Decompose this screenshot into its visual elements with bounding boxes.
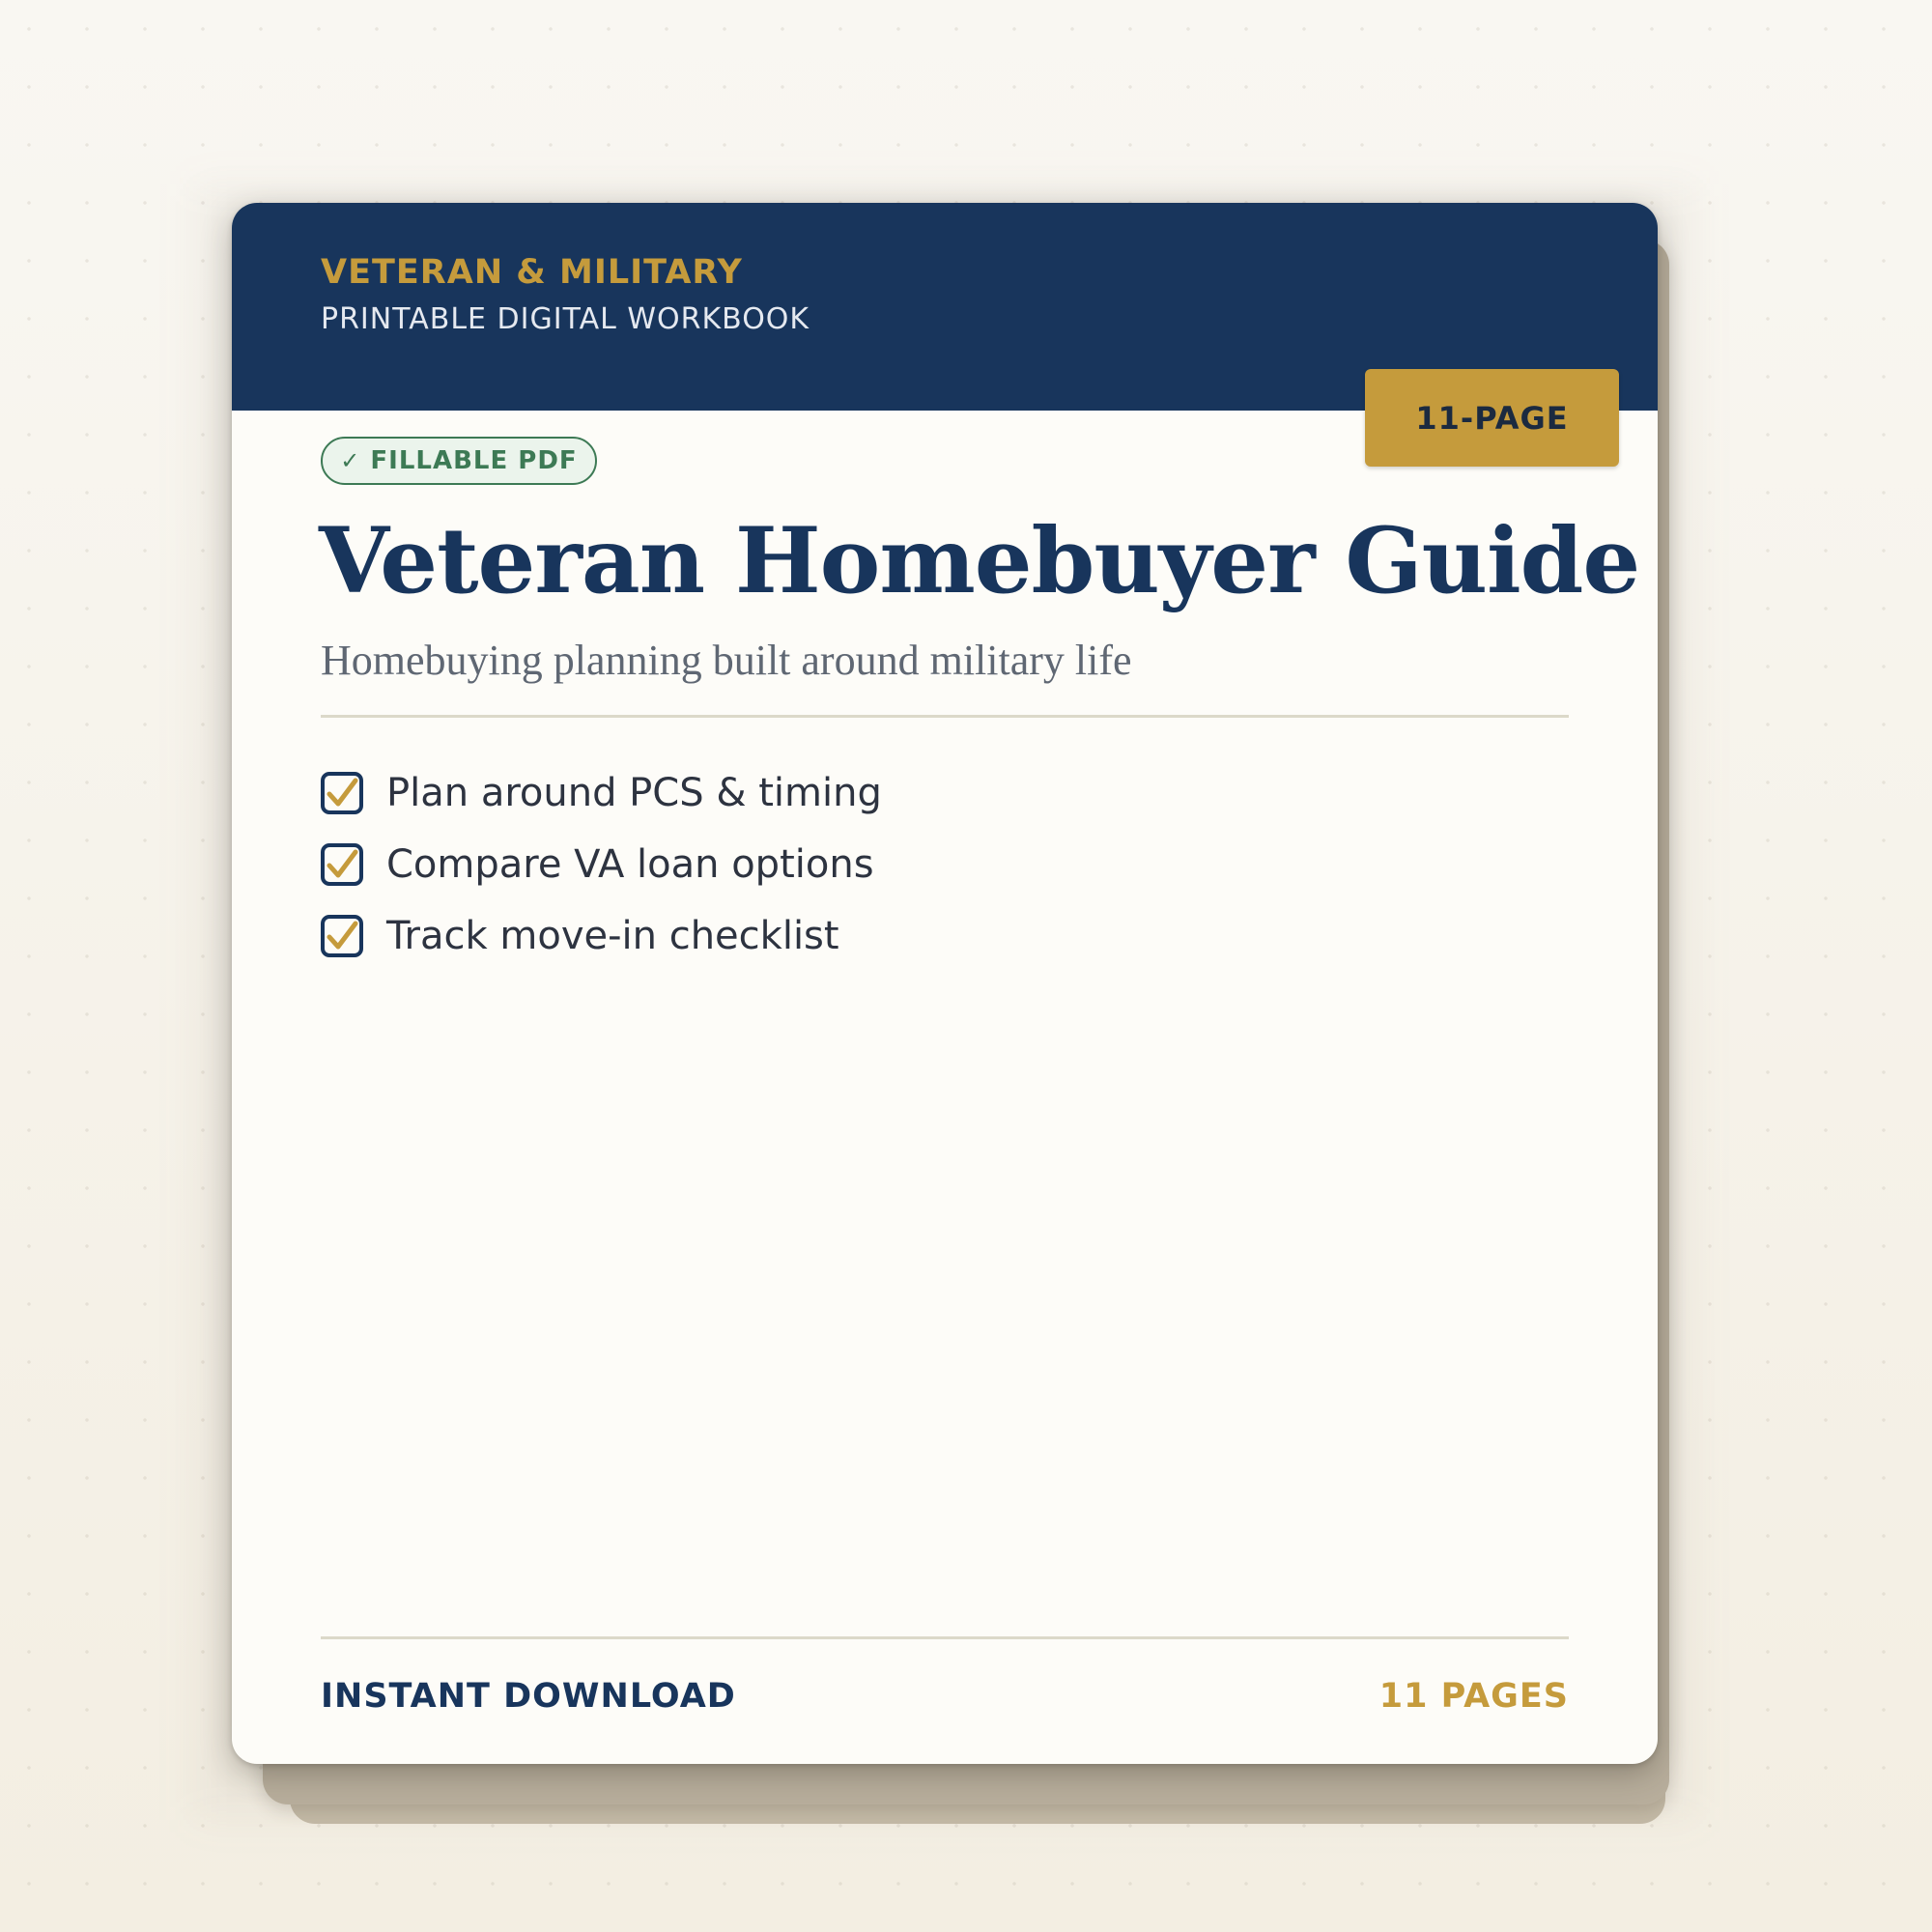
product-type-label: PRINTABLE DIGITAL WORKBOOK [321, 302, 810, 336]
check-icon: ✓ [340, 447, 361, 474]
feature-list [321, 757, 882, 972]
divider [321, 1636, 1569, 1639]
fillable-pdf-label: FILLABLE PDF [370, 446, 578, 475]
checkbox-checked-icon [321, 772, 363, 814]
feature-label: Compare VA loan options [386, 842, 874, 887]
brand-label: VETERAN & MILITARY [321, 253, 743, 292]
feature-item [321, 829, 882, 900]
fillable-pdf-badge [321, 437, 597, 485]
guide-title: Veteran Homebuyer Guide [319, 508, 1640, 614]
feature-label: Plan around PCS & timing [386, 771, 882, 815]
page-count-badge: 11-PAGE [1365, 369, 1619, 467]
page-count-label: 11 PAGES [1378, 1677, 1569, 1716]
divider [321, 715, 1569, 718]
feature-label: Track move-in checklist [386, 914, 839, 958]
checkbox-checked-icon [321, 843, 363, 886]
feature-item [321, 900, 882, 972]
checkbox-checked-icon [321, 915, 363, 957]
instant-download-label: INSTANT DOWNLOAD [321, 1677, 736, 1716]
product-card [232, 203, 1658, 1764]
guide-subtitle: Homebuying planning built around military life [321, 637, 1132, 684]
feature-item [321, 757, 882, 829]
